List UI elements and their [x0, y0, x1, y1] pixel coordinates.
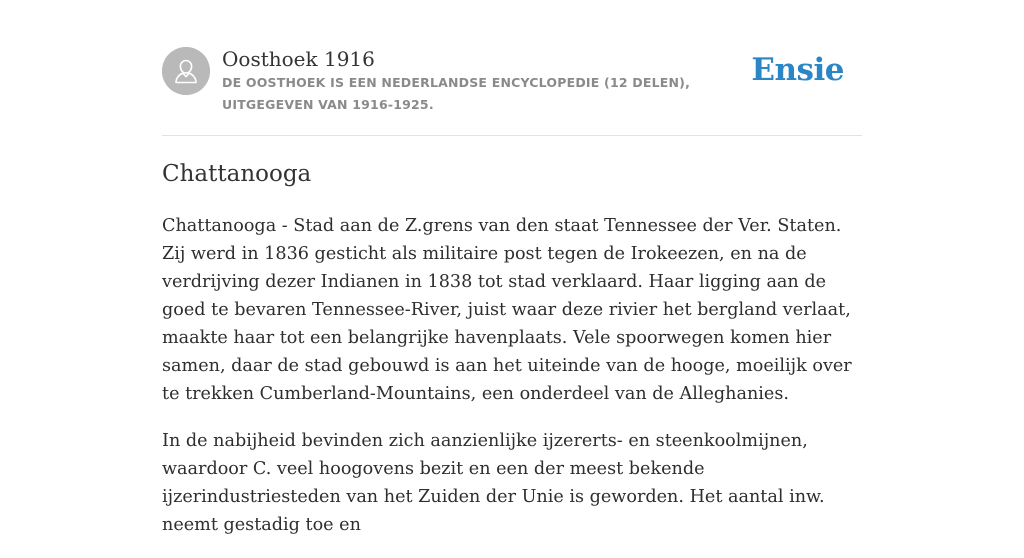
header-divider [162, 135, 862, 136]
source-description: DE OOSTHOEK IS EEN NEDERLANDSE ENCYCLOPEDIE (12 DELEN), UITGEGEVEN VAN 1916-1925. [222, 75, 691, 112]
source-header [162, 46, 862, 136]
article-paragraph: Chattanooga - Stad aan de Z.grens van den staat Tennessee der Ver. Staten. Zij werd in 1836 gesticht als militaire post tegen de Irokeezen, en na de verdrijving dezer Indianen in 1838 tot stad verklaard. Haar ligging aan de goed te bevaren Tennessee-River, juist waar deze rivier het bergland verlaat, maakte haar tot een belangrijke havenplaats. Vele spoorwegen komen hier samen, daar de stad gebouwd is aan het uiteinde van de hooge, moeilijk over te trekken Cumberland-Mountains, een onderdeel van de Alleghanies. [162, 216, 852, 404]
article-title: Chattanooga [162, 161, 312, 187]
article-body [162, 212, 862, 558]
article-paragraph: In de nabijheid bevinden zich aanzienlijke ijzererts- en steenkoolmijnen, waardoor C. veel hoogovens bezit en een der meest bekende ijzerindustriesteden van het Zuiden der Unie is geworden. Het aantal inw. neemt gestadig toe en [162, 431, 825, 535]
user-silhouette-icon [162, 47, 210, 95]
ensie-logo[interactable]: Ensie [751, 52, 844, 88]
source-name[interactable]: Oosthoek 1916 [222, 47, 375, 71]
